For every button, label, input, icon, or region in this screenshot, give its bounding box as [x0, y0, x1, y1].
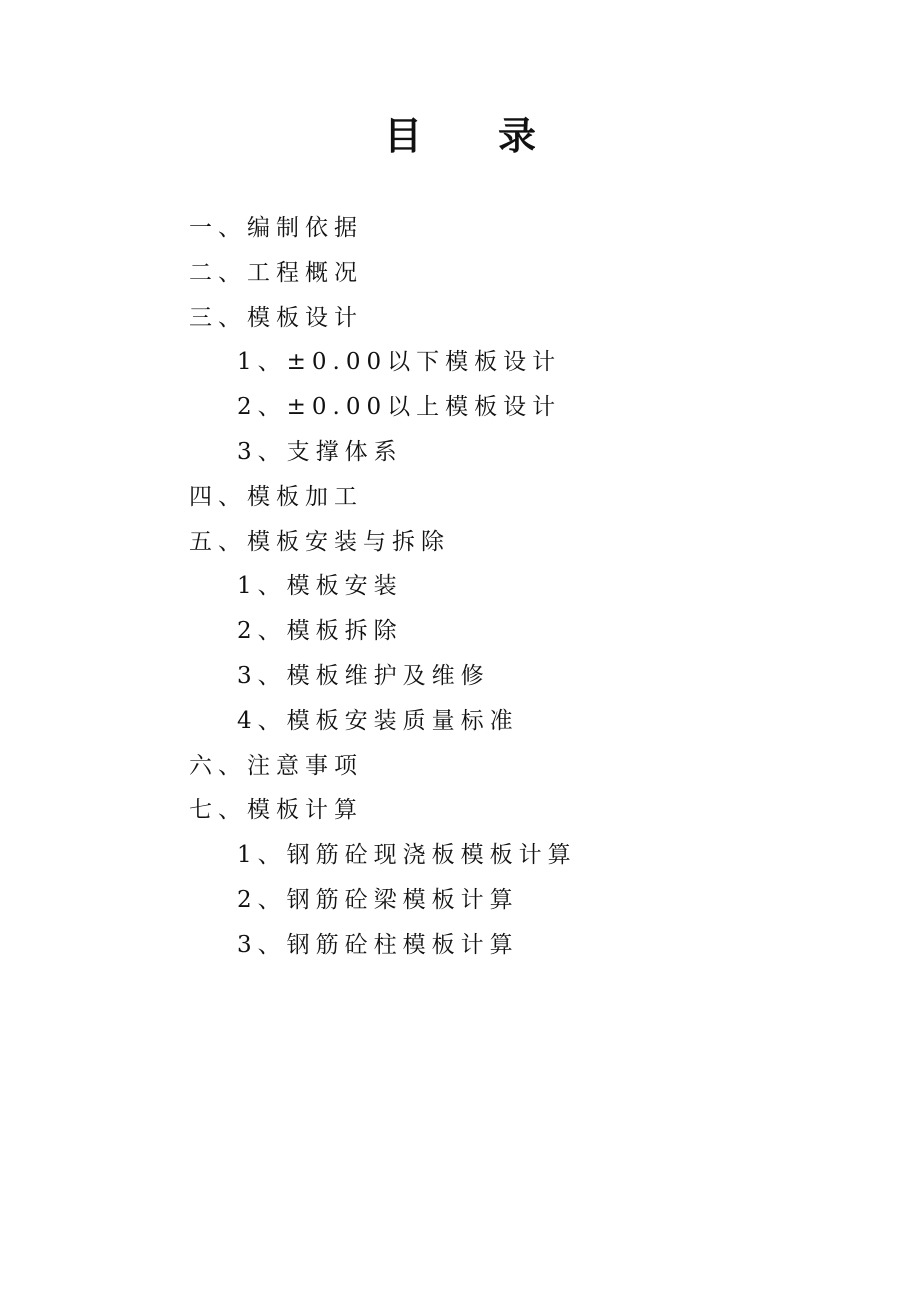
toc-item: 二、工程概况	[189, 259, 363, 286]
title-char-2: 录	[498, 114, 537, 158]
toc-item: 七、模板计算	[189, 797, 363, 824]
toc-item: 四、模板加工	[189, 483, 363, 510]
toc-subitem: 3、钢筋砼柱模板计算	[237, 931, 519, 958]
toc-subitem: 3、支撑体系	[237, 438, 403, 465]
toc-subitem: 1、模板安装	[237, 573, 403, 600]
toc-subitem: 4、模板安装质量标准	[237, 707, 519, 734]
toc-item: 五、模板安装与拆除	[189, 528, 450, 555]
toc-subitem: 2、钢筋砼梁模板计算	[237, 886, 519, 913]
toc-subitem: 1、钢筋砼现浇板模板计算	[237, 842, 577, 869]
table-of-contents	[0, 206, 920, 968]
toc-subitem: 3、模板维护及维修	[237, 662, 490, 689]
toc-subitem: 2、±0.00以上模板设计	[237, 394, 562, 421]
toc-item: 三、模板设计	[189, 304, 363, 331]
title-char-1: 目	[383, 114, 422, 158]
page-title	[0, 112, 920, 160]
toc-subitem: 2、模板拆除	[237, 618, 403, 645]
toc-subitem: 1、±0.00以下模板设计	[237, 349, 562, 376]
toc-item: 一、编制依据	[189, 215, 363, 241]
toc-item: 六、注意事项	[189, 752, 363, 779]
